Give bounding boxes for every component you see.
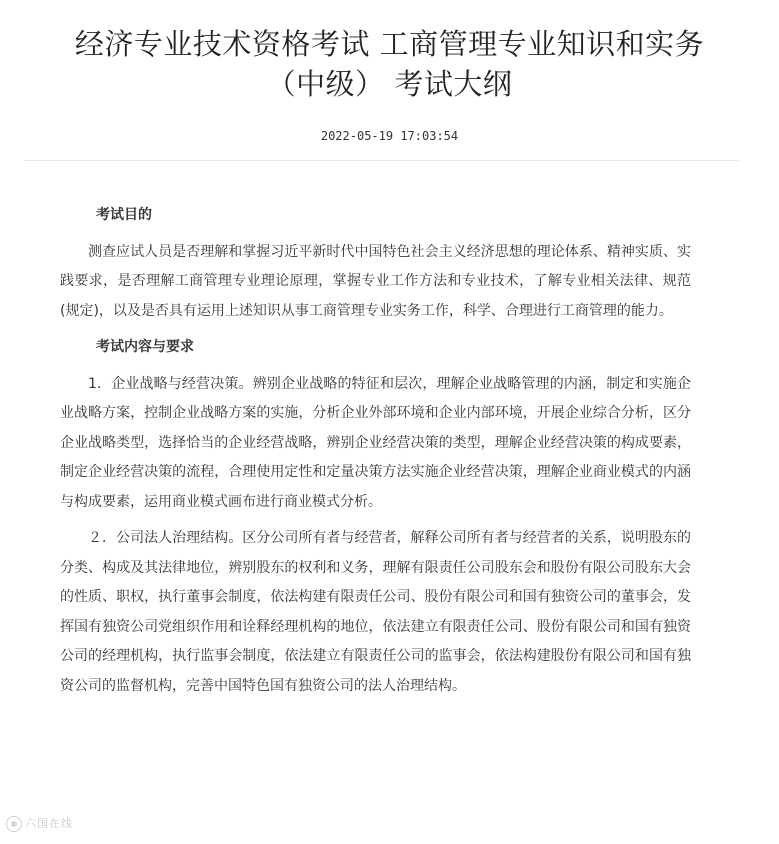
watermark	[6, 815, 73, 832]
section-heading-purpose: 考试目的	[96, 207, 152, 223]
watermark-logo-icon	[6, 816, 22, 832]
watermark-text: 六国在线	[25, 817, 73, 830]
title-divider	[24, 160, 739, 161]
section-heading-content: 考试内容与要求	[96, 339, 194, 355]
title-line-1: 经济专业技术资格考试 工商管理专业知识和实务	[74, 27, 705, 61]
publish-date: 2022-05-19 17:03:54	[320, 129, 459, 143]
purpose-paragraph: 测查应试人员是否理解和掌握习近平新时代中国特色社会主义经济思想的理论体系、精神实质、实践要求，是否理解工商管理专业理论原理，掌握专业工作方法和专业技术，了解专业相关法律、规范(规定)，以及是否具有运用上述知识从事工商管理专业实务工作，科学、合理进行工商管理的能力。	[60, 243, 691, 319]
content-item-2: ２．公司法人治理结构。区分公司所有者与经营者，解释公司所有者与经营者的关系，说明股东的分类、构成及其法律地位，辨别股东的权利和义务，理解有限责任公司股东会和股份有限公司股东大会的性质、职权，执行董事会制度，依法构建有限责任公司、股份有限公司和国有独资公司的董事会，发挥国有独资公司党组织作用和诠释经理机构的地位，依法建立有限责任公司、股份有限公司和国有独资公司的经理机构，执行监事会制度，依法建立有限责任公司的监事会，依法构建股份有限公司和国有独资公司的监督机构，完善中国特色国有独资公司的法人治理结构。	[60, 530, 691, 694]
article-title	[0, 0, 779, 104]
article-body	[0, 201, 779, 701]
title-line-2: （中级） 考试大纲	[266, 67, 513, 101]
content-item-1: 1．企业战略与经营决策。辨别企业战略的特征和层次，理解企业战略管理的内涵，制定和实施企业战略方案，控制企业战略方案的实施，分析企业外部环境和企业内部环境，开展企业综合分析，区分企业战略类型，选择恰当的企业经营战略，辨别企业经营决策的类型，理解企业经营决策的构成要素，制定企业经营决策的流程，合理使用定性和定量决策方法实施企业经营决策，理解企业商业模式的内涵与构成要素，运用商业模式画布进行商业模式分析。	[60, 375, 691, 510]
